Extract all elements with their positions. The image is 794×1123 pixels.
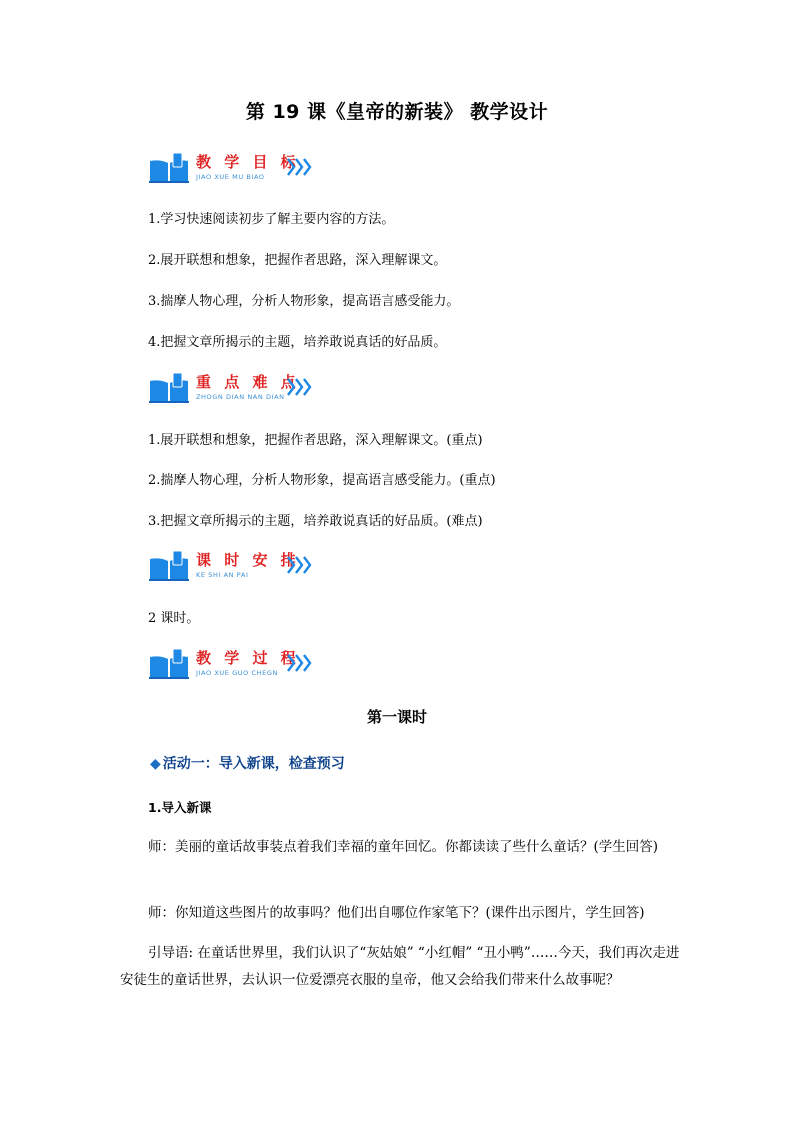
section-header-goals xyxy=(148,153,388,187)
open-book-icon xyxy=(148,551,190,581)
keypoint-item: 1.展开联想和想象，把握作者思路，深入理解课文。(重点) xyxy=(148,433,483,448)
triple-chevron-icon xyxy=(287,157,313,177)
paragraph-text: 师：美丽的童话故事装点着我们幸福的童年回忆。你都读读了些什么童话？(学生回答) xyxy=(148,839,659,855)
paragraph xyxy=(120,940,682,994)
activity-heading xyxy=(150,753,345,773)
paragraph xyxy=(120,900,682,927)
section-heading: 教 学 目 标 xyxy=(196,153,300,171)
goal-item: 4.把握文章所揭示的主题，培养敢说真话的好品质。 xyxy=(148,335,447,350)
section-pinyin: KE SHI AN PAI xyxy=(196,571,249,579)
section-header-keypoints xyxy=(148,373,388,407)
schedule-item: 2 课时。 xyxy=(148,611,200,626)
section-heading: 教 学 过 程 xyxy=(196,649,300,667)
triple-chevron-icon xyxy=(287,377,313,397)
open-book-icon xyxy=(148,373,190,403)
goal-item: 1.学习快速阅读初步了解主要内容的方法。 xyxy=(148,212,395,227)
open-book-icon xyxy=(148,649,190,679)
triple-chevron-icon xyxy=(287,555,313,575)
section-header-schedule xyxy=(148,551,388,585)
paragraph-text: 师：你知道这些图片的故事吗？他们出自哪位作家笔下？(课件出示图片，学生回答) xyxy=(148,905,645,921)
diamond-bullet-icon: ◆ xyxy=(150,756,161,772)
section-pinyin: ZHOGN DIAN NAN DIAN xyxy=(196,393,285,401)
section-header-process xyxy=(148,649,388,683)
goal-item: 3.揣摩人物心理，分析人物形象，提高语言感受能力。 xyxy=(148,294,460,309)
triple-chevron-icon xyxy=(287,653,313,673)
section-pinyin: JIAO XUE GUO CHEGN xyxy=(196,669,278,677)
sub-heading: 1.导入新课 xyxy=(148,800,212,815)
section-heading: 重 点 难 点 xyxy=(196,373,300,391)
goal-item: 2.展开联想和想象，把握作者思路，深入理解课文。 xyxy=(148,253,447,268)
paragraph xyxy=(120,834,682,861)
section-pinyin: JIAO XUE MU BIAO xyxy=(196,173,265,181)
document-title: 第 19 课《皇帝的新装》 教学设计 xyxy=(245,101,549,123)
keypoint-item: 2.揣摩人物心理，分析人物形象，提高语言感受能力。(重点) xyxy=(148,473,496,488)
section-heading: 课 时 安 排 xyxy=(196,551,300,569)
activity-label: 活动一：导入新课，检查预习 xyxy=(162,756,345,772)
open-book-icon xyxy=(148,153,190,183)
paragraph-text: 引导语: 在童话世界里，我们认识了“灰姑娘” “小红帽” “丑小鸭”……今天，我们再次走进安徒生的童话世界，去认识一位爱漂亮衣服的皇帝，他又会给我们带来什么故事呢？ xyxy=(120,945,680,988)
keypoint-item: 3.把握文章所揭示的主题，培养敢说真话的好品质。(难点) xyxy=(148,514,483,529)
lesson-title: 第一课时 xyxy=(366,708,427,726)
